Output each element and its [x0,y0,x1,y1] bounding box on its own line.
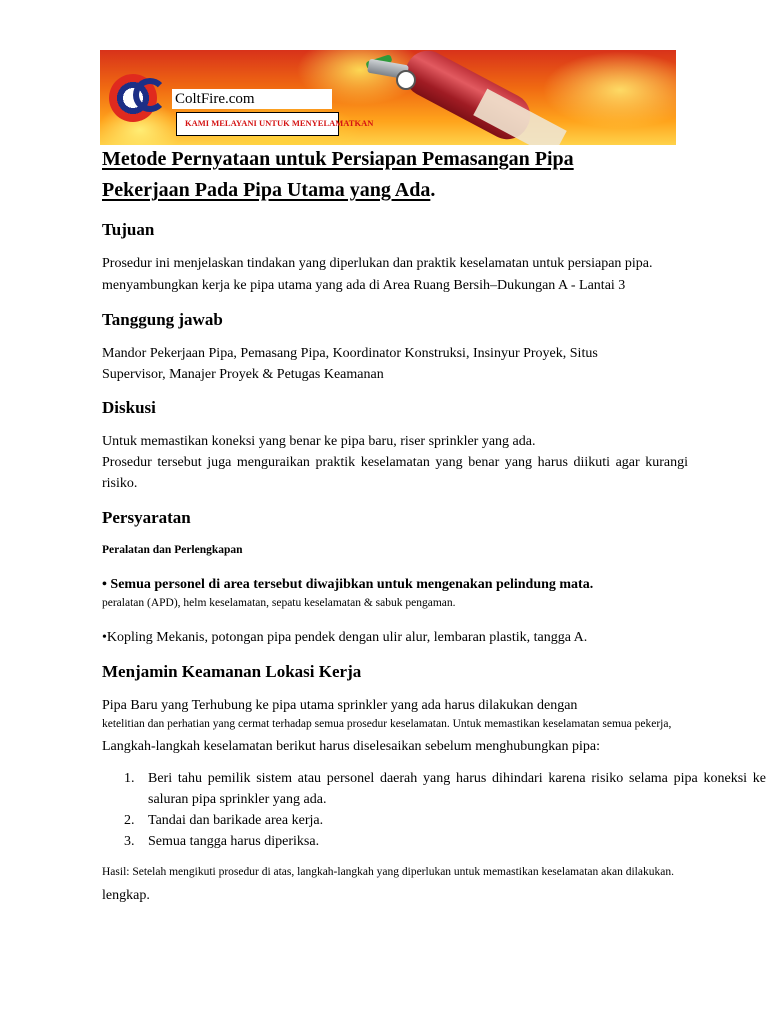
bullet-kopling: •Kopling Mekanis, potongan pipa pendek dengan ulir alur, lembaran plastik, tangga A. [102,630,588,645]
keamanan-line-3: Langkah-langkah keselamatan berikut harus diselesaikan sebelum menghubungkan pipa: [102,739,601,754]
list-item [102,768,766,810]
step-text: Tandai dan barikade area kerja. [148,813,324,828]
title-period: . [430,179,436,201]
diskusi-line-1: Untuk memastikan koneksi yang benar ke pipa baru, riser sprinkler yang ada. [102,434,536,449]
extinguisher-gauge [396,70,416,90]
list-item [102,810,766,831]
bullet-apd-bold: • Semua personel di area tersebut diwajibkan untuk mengenakan pelindung mata. [102,577,594,592]
result-line-small: Hasil: Setelah mengikuti prosedur di atas, langkah-langkah yang diperlukan untuk memastikan keselamatan akan dilakukan. [102,866,674,878]
brand-name: ColtFire.com [175,91,255,107]
coltfire-logo-c-icon [133,78,167,112]
document-title [102,144,662,206]
title-line-2: Pekerjaan Pada Pipa Utama yang Ada [102,179,431,201]
step-number: 2. [124,813,135,828]
title-line-1: Metode Pernyataan untuk Persiapan Pemasangan Pipa [102,148,574,170]
list-item [102,831,766,852]
diskusi-line-2: Prosedur tersebut juga menguraikan praktik keselamatan yang benar yang harus diikuti agar kurangi risiko. [102,455,688,491]
tagline-box [176,112,374,136]
keamanan-line-2: ketelitian dan perhatian yang cermat terhadap semua prosedur keselamatan. Untuk memastikan keselamatan semua pekerja, [102,718,672,730]
header-banner [100,50,676,145]
tanggung-jawab-text: Mandor Pekerjaan Pipa, Pemasang Pipa, Koordinator Konstruksi, Insinyur Proyek, Situs Supervisor, Manajer Proyek & Petugas Keamanan [102,346,598,382]
heading-tanggung-jawab: Tanggung jawab [102,310,223,329]
tagline: KAMI MELAYANI UNTUK MENYELAMATKAN [185,118,374,128]
bullet-apd-small: peralatan (APD), helm keselamatan, sepatu keselamatan & sabuk pengaman. [102,597,456,609]
step-number: 1. [124,771,135,786]
step-number: 3. [124,834,135,849]
heading-tujuan: Tujuan [102,220,155,239]
heading-keamanan: Menjamin Keamanan Lokasi Kerja [102,662,362,681]
tujuan-line-2: menyambungkan kerja ke pipa utama yang ada di Area Ruang Bersih–Dukungan A - Lantai 3 [102,278,626,293]
step-text: Beri tahu pemilik sistem atau personel daerah yang harus dihindari karena risiko selama pipa koneksi ke saluran pipa sprinkler yang ada. [148,771,766,807]
brand-box [172,89,332,109]
tujuan-line-1: Prosedur ini menjelaskan tindakan yang diperlukan dan praktik keselamatan untuk persiapan pipa. [102,256,653,271]
keamanan-line-1: Pipa Baru yang Terhubung ke pipa utama sprinkler yang ada harus dilakukan dengan [102,698,578,713]
subheading-peralatan: Peralatan dan Perlengkapan [102,544,243,556]
result-line-end: lengkap. [102,888,150,903]
heading-diskusi: Diskusi [102,398,156,417]
heading-persyaratan: Persyaratan [102,508,191,527]
safety-steps-list [102,768,766,852]
step-text: Semua tangga harus diperiksa. [148,834,320,849]
